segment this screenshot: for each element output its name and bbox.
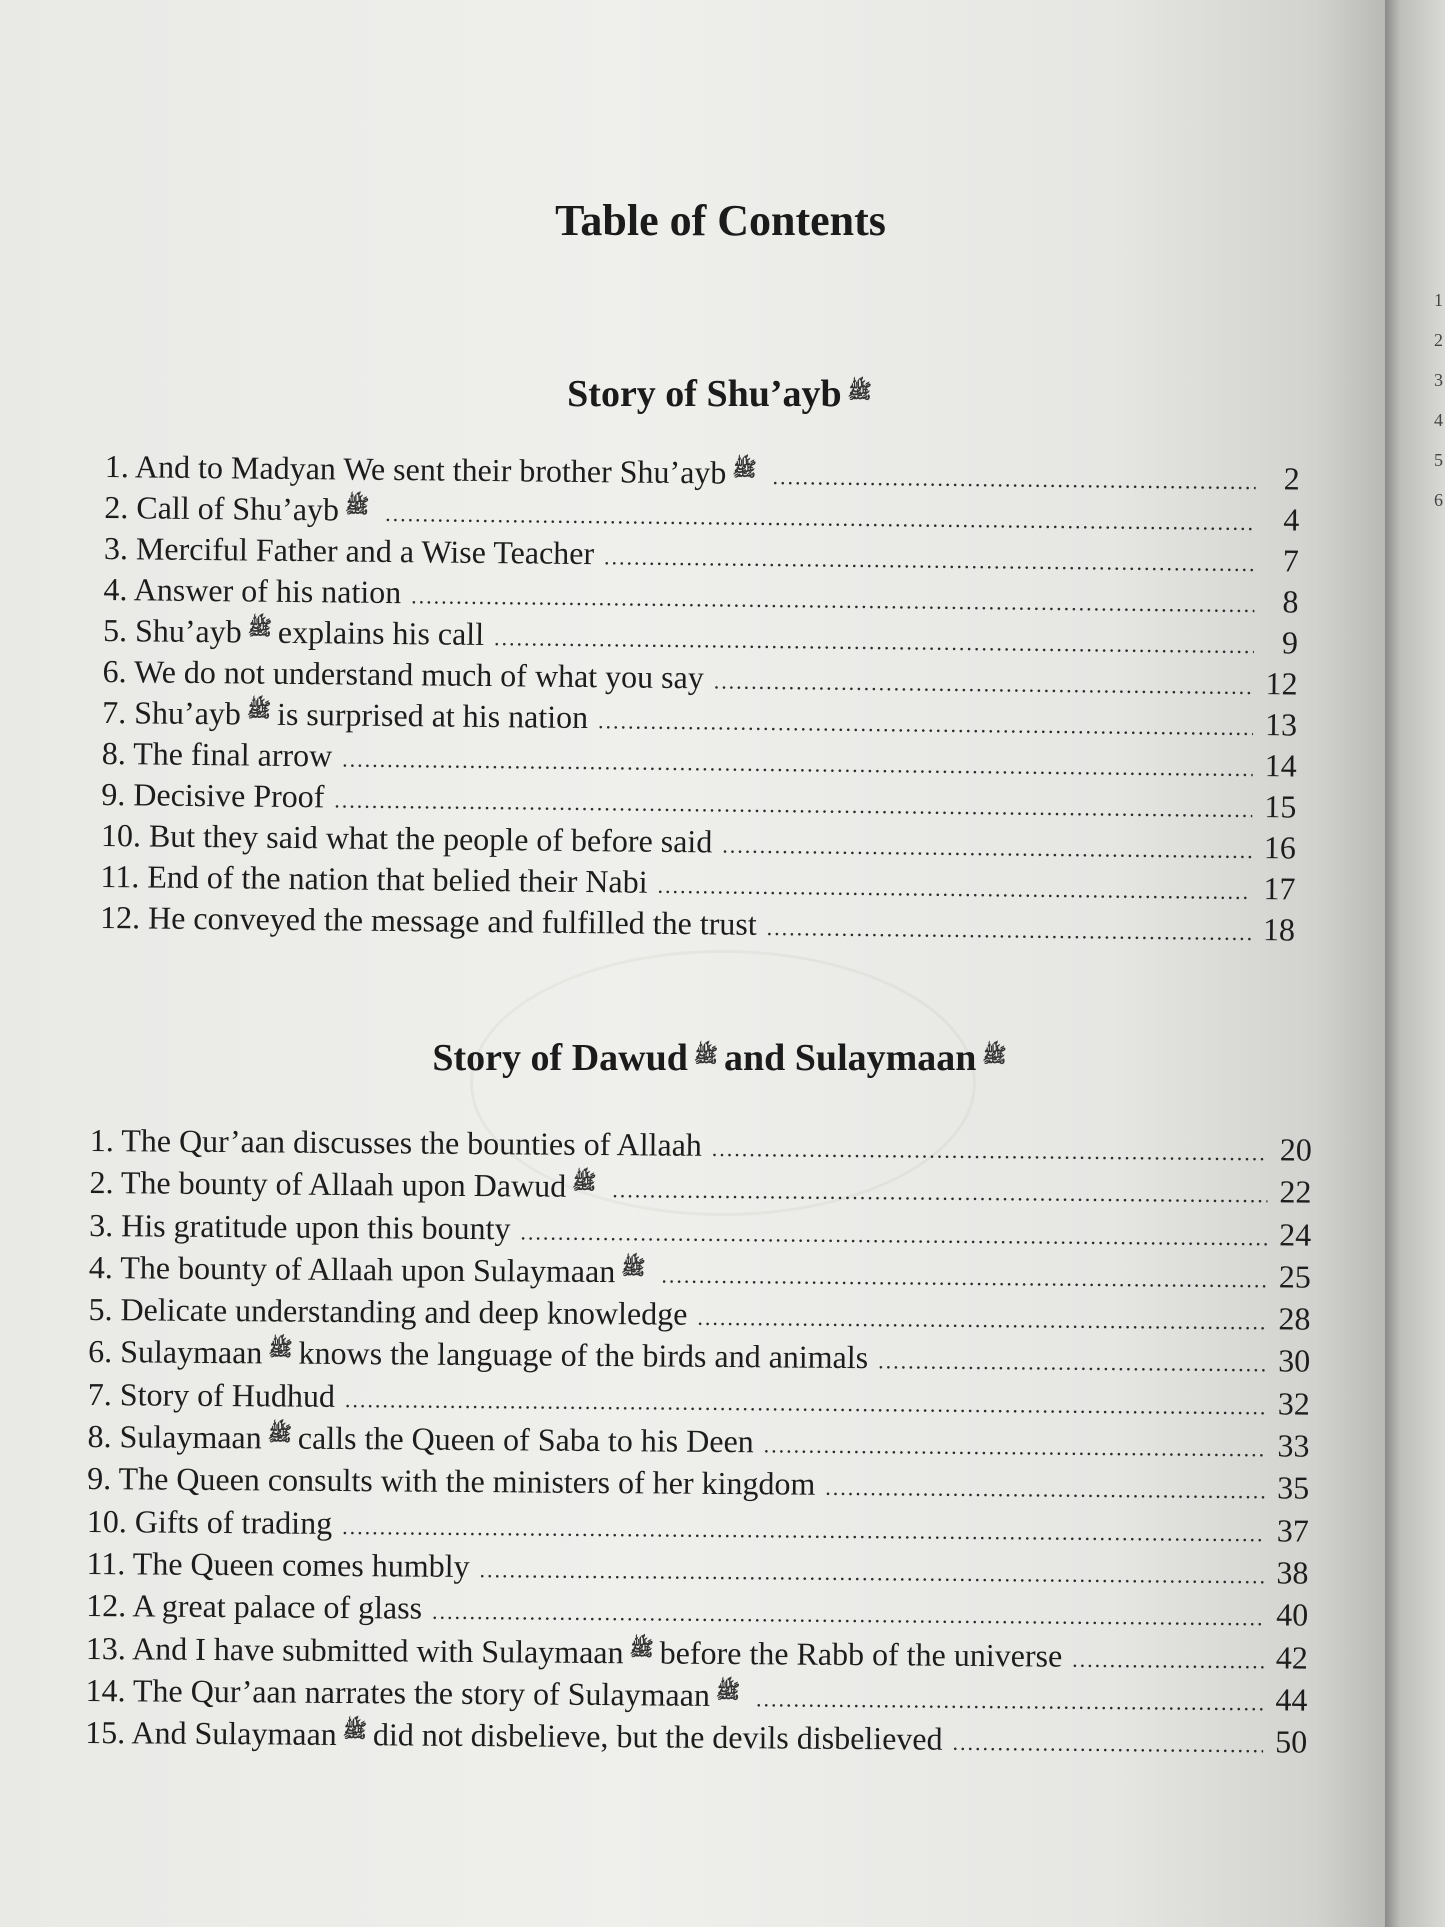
toc-entry-title: [85, 1672, 746, 1714]
toc-page-number: 33: [1277, 1427, 1310, 1464]
dot-leader: [479, 1557, 1264, 1589]
toc-entry-title: [89, 1249, 652, 1290]
dot-leader: [772, 464, 1255, 495]
dot-leader: [345, 1387, 1266, 1420]
toc-entry-text: 9. The Queen consults with the ministers of her kingdom: [87, 1460, 816, 1503]
next-page-number: 3: [1434, 370, 1443, 390]
dot-leader: [598, 708, 1253, 741]
section-heading-text: Story of Dawud: [432, 1037, 688, 1079]
toc-entry-text: 11. End of the nation that belied their Nabi: [100, 857, 648, 900]
toc-page-number: 20: [1279, 1131, 1312, 1168]
toc-list-shuayb: [100, 448, 1300, 952]
toc-entry-title: [100, 858, 647, 901]
toc-entry-text: 2. Call of Shu’ayb: [104, 488, 340, 528]
dot-leader: [878, 1349, 1266, 1378]
next-page-number: 1: [1434, 290, 1443, 310]
toc-entry-text: 6. We do not understand much of what you say: [102, 652, 704, 696]
dot-leader: [764, 1432, 1266, 1462]
toc-page-number: 15: [1264, 788, 1297, 825]
toc-entry-text: knows the language of the birds and animals: [298, 1335, 869, 1376]
section-heading-text: Story of Shu’ayb: [567, 373, 842, 415]
dot-leader: [756, 1686, 1264, 1716]
toc-page-number: 17: [1263, 870, 1296, 907]
honorific-glyph-icon: ﷺ: [847, 381, 872, 403]
toc-page-number: 40: [1276, 1596, 1309, 1633]
toc-entry-text: calls the Queen of Saba to his Deen: [297, 1419, 754, 1460]
toc-page-number: 8: [1282, 583, 1299, 620]
toc-entry-text: 4. The bounty of Allaah upon Sulaymaan: [88, 1248, 616, 1290]
toc-entry-text: 4. Answer of his nation: [103, 570, 402, 611]
dot-leader: [342, 1514, 1265, 1547]
toc-entry-text: 8. Sulaymaan: [87, 1418, 262, 1456]
next-page-edge: [1385, 0, 1445, 1927]
toc-entry-title: [89, 1164, 602, 1205]
dot-leader: [411, 583, 1254, 618]
toc-entry-title: [104, 489, 375, 529]
toc-entry-title: [89, 1207, 511, 1247]
honorific-glyph-icon: ﷺ: [629, 1637, 654, 1661]
dot-leader: [825, 1475, 1265, 1504]
toc-entry-title: [103, 612, 484, 653]
toc-entry-title: [90, 1122, 702, 1164]
next-page-number: 6: [1434, 490, 1443, 510]
toc-entry-title: [104, 530, 595, 572]
toc-page-number: 25: [1278, 1258, 1311, 1295]
toc-entry-text: 9. Decisive Proof: [101, 775, 325, 815]
toc-entry-text: 12. He conveyed the message and fulfilled the trust: [99, 898, 757, 942]
toc-entry-title: [102, 735, 333, 774]
title-text: Table of Contents: [555, 196, 886, 245]
dot-leader: [714, 668, 1254, 700]
toc-entry-text: 12. A great palace of glass: [86, 1587, 423, 1626]
toc-entry-title: [86, 1587, 422, 1627]
page-title: [0, 195, 1385, 246]
toc-entry-title: [85, 1714, 943, 1758]
toc-entry-text: 3. Merciful Father and a Wise Teacher: [103, 529, 595, 572]
toc-page-number: 14: [1264, 747, 1297, 784]
section-heading-dawud-sulaymaan: [0, 1036, 1385, 1080]
toc-page-number: 13: [1264, 706, 1298, 743]
toc-entry-text: 11. The Queen comes humbly: [86, 1544, 470, 1584]
dot-leader: [661, 1262, 1267, 1293]
toc-entry-text: 15. And Sulaymaan: [85, 1714, 337, 1753]
toc-entry-text: 13. And I have submitted with Sulaymaan: [85, 1629, 624, 1670]
toc-entry-title: [102, 694, 588, 736]
honorific-glyph-icon: ﷺ: [268, 1338, 293, 1362]
toc-page-number: 44: [1275, 1681, 1308, 1718]
toc-page-number: 35: [1277, 1469, 1310, 1506]
toc-entry-text: 5. Delicate understanding and deep knowledge: [88, 1291, 688, 1332]
dot-leader: [334, 787, 1252, 823]
toc-entry-text: 1. And to Madyan We sent their brother Shu’ayb: [104, 448, 727, 491]
toc-entry-text: 10. Gifts of trading: [86, 1502, 333, 1541]
toc-entry-title: [101, 817, 713, 860]
dot-leader: [432, 1599, 1264, 1632]
dot-leader: [604, 544, 1255, 577]
honorific-glyph-icon: ﷺ: [247, 617, 273, 640]
toc-entry-text: before the Rabb of the universe: [659, 1634, 1063, 1674]
toc-page-number: 12: [1265, 665, 1298, 702]
toc-page-number: 30: [1278, 1342, 1311, 1380]
toc-page-number: 28: [1278, 1300, 1311, 1337]
next-page-number: 4: [1434, 410, 1443, 430]
toc-entry-title: [105, 448, 763, 492]
toc-entry-text: explains his call: [277, 613, 485, 652]
toc-entry-text: 5. Shu’ayb: [102, 611, 242, 650]
toc-page-number: 9: [1281, 624, 1299, 661]
toc-page-number: 4: [1283, 501, 1300, 538]
dot-leader: [697, 1305, 1266, 1335]
honorific-glyph-icon: ﷺ: [715, 1680, 741, 1703]
toc-page-number: 7: [1282, 542, 1300, 579]
toc-page-number: 22: [1279, 1173, 1312, 1210]
section-heading-text: and Sulaymaan: [724, 1037, 977, 1079]
toc-page-number: 42: [1275, 1638, 1308, 1676]
next-page-number: 5: [1434, 450, 1443, 470]
toc-entry-title: [86, 1545, 469, 1585]
toc-entry-text: 6. Sulaymaan: [88, 1333, 263, 1371]
dot-leader: [712, 1136, 1268, 1166]
honorific-glyph-icon: ﷺ: [621, 1257, 646, 1280]
toc-entry: [85, 1714, 1307, 1766]
toc-entry-title: [88, 1333, 868, 1376]
toc-entry-text: 3. His gratitude upon this bounty: [89, 1206, 511, 1246]
toc-entry-title: [100, 899, 757, 943]
honorific-glyph-icon: ﷺ: [342, 1720, 368, 1743]
toc-page-number: 50: [1275, 1723, 1308, 1760]
toc-entry-text: 7. Story of Hudhud: [87, 1375, 336, 1414]
dot-leader: [722, 832, 1252, 864]
toc-entry-title: [87, 1418, 753, 1460]
honorific-glyph-icon: ﷺ: [982, 1045, 1007, 1067]
toc-list-dawud-sulaymaan: [85, 1122, 1312, 1766]
toc-entry-title: [87, 1460, 815, 1503]
section-heading-shuayb: [0, 372, 1385, 416]
toc-entry-title: [101, 776, 324, 815]
honorific-glyph-icon: ﷺ: [344, 495, 370, 518]
toc-page-number: 24: [1279, 1215, 1312, 1253]
toc-entry-text: 10. But they said what the people of before said: [100, 816, 713, 860]
toc-entry-text: 2. The bounty of Allaah upon Dawud: [89, 1164, 567, 1205]
honorific-glyph-icon: ﷺ: [267, 1423, 292, 1446]
dot-leader: [342, 747, 1253, 783]
toc-page-number: 32: [1277, 1385, 1310, 1422]
dot-leader: [767, 915, 1252, 946]
toc-entry-text: is surprised at his nation: [276, 695, 589, 736]
toc-entry-text: 8. The final arrow: [101, 734, 333, 774]
toc-page-number: 38: [1276, 1554, 1309, 1591]
toc-entry-text: 14. The Qur’aan narrates the story of Sulaymaan: [85, 1671, 711, 1713]
honorific-glyph-icon: ﷺ: [693, 1045, 719, 1067]
honorific-glyph-icon: ﷺ: [732, 458, 757, 481]
toc-entry-title: [88, 1291, 687, 1333]
toc-entry-title: [103, 571, 401, 611]
toc-entry-text: 1. The Qur’aan discusses the bounties of Allaah: [89, 1122, 702, 1163]
toc-entry-title: [86, 1630, 1063, 1675]
toc-entry-title: [102, 653, 704, 696]
next-page-number: 2: [1434, 330, 1443, 350]
toc-entry-text: did not disbelieve, but the devils disbelieved: [372, 1716, 943, 1757]
toc-page-number: 2: [1283, 460, 1300, 497]
toc-entry-title: [88, 1376, 335, 1415]
dot-leader: [520, 1219, 1267, 1251]
toc-page-number: 18: [1262, 911, 1296, 948]
dot-leader: [385, 501, 1255, 536]
dot-leader: [612, 1177, 1267, 1208]
dot-leader: [657, 873, 1251, 905]
honorific-glyph-icon: ﷺ: [572, 1172, 597, 1195]
toc-entry-title: [87, 1503, 333, 1542]
dot-leader: [494, 625, 1254, 659]
toc-page-number: 16: [1263, 829, 1297, 866]
honorific-glyph-icon: ﷺ: [246, 699, 272, 722]
toc-entry-text: 7. Shu’ayb: [102, 693, 242, 732]
toc-page-number: 37: [1276, 1512, 1309, 1549]
dot-leader: [1072, 1646, 1264, 1674]
dot-leader: [952, 1730, 1263, 1758]
